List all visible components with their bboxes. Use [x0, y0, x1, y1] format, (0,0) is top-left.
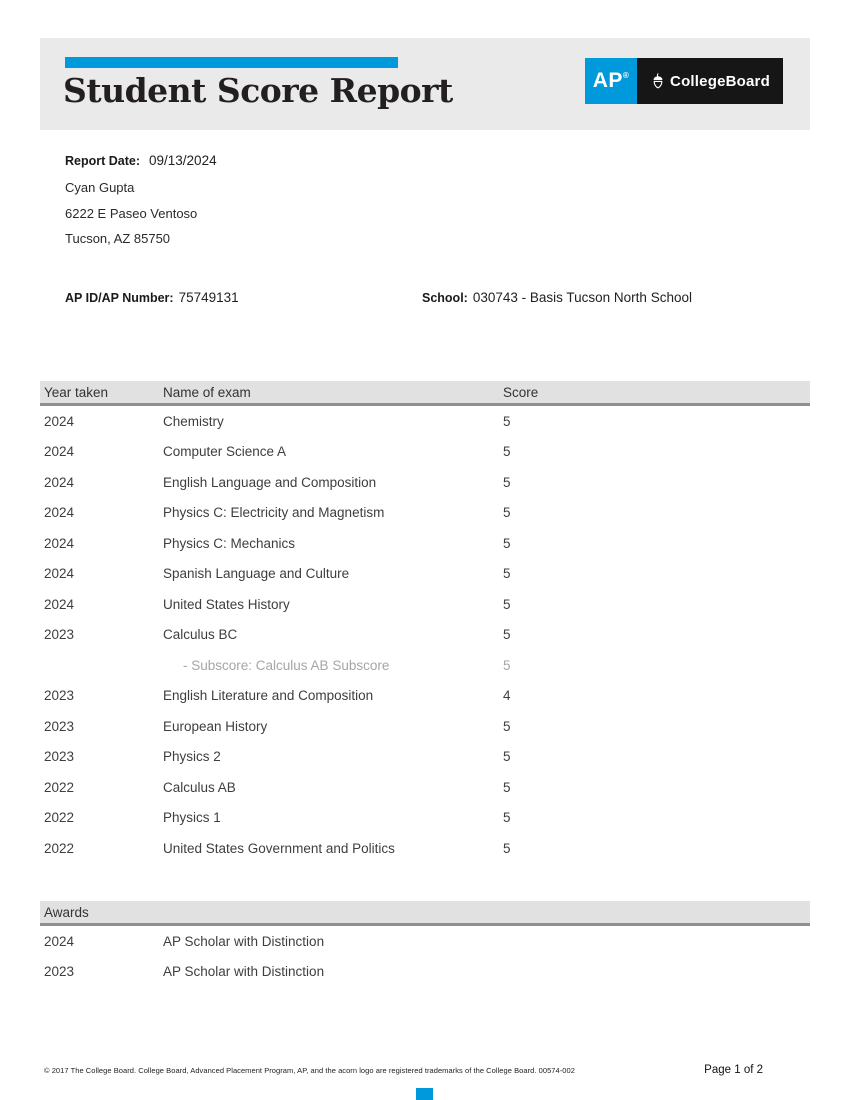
table-row: [40, 772, 810, 803]
col-score: Score: [503, 384, 539, 400]
cell-score: 5: [503, 505, 511, 521]
awards-body: [40, 926, 810, 987]
table-row: [40, 528, 810, 559]
cell-score: 4: [503, 688, 511, 704]
award-name: AP Scholar with Distinction: [163, 964, 325, 980]
cell-exam: Physics C: Electricity and Magnetism: [163, 505, 385, 521]
cell-exam: Calculus AB: [163, 779, 236, 795]
table-row: [40, 589, 810, 620]
bottom-blue-mark: [416, 1088, 433, 1100]
cell-year: 2023: [44, 627, 75, 643]
page-title: Student Score Report: [63, 71, 453, 110]
scores-table-header: [40, 381, 810, 406]
cell-year: 2022: [44, 810, 75, 826]
cell-year: 2024: [44, 535, 75, 551]
table-row: [40, 803, 810, 834]
table-row: [40, 742, 810, 773]
student-address-line1: 6222 E Paseo Ventoso: [65, 205, 198, 221]
table-row: [40, 437, 810, 468]
cell-exam: European History: [163, 718, 268, 734]
cell-exam: Chemistry: [163, 413, 224, 429]
school-label: School:: [422, 291, 468, 305]
student-info-block: [65, 148, 217, 252]
award-year: 2024: [44, 933, 75, 949]
ap-logo: [585, 58, 637, 104]
awards-section: [40, 901, 810, 987]
award-row: [40, 957, 810, 988]
col-year-taken: Year taken: [44, 384, 109, 400]
ap-id-value: 75749131: [178, 290, 239, 305]
cell-score: 5: [503, 413, 511, 429]
cell-exam: English Language and Composition: [163, 474, 377, 490]
table-row: [40, 681, 810, 712]
blue-accent-bar: [65, 57, 398, 68]
cell-exam: Computer Science A: [163, 444, 287, 460]
acorn-icon: [650, 73, 666, 89]
scores-table-body: [40, 406, 810, 864]
awards-header-label: Awards: [44, 904, 89, 920]
footer-legal-text: © 2017 The College Board. College Board, Advanced Placement Program, AP, and the acorn logo are registered trademarks of the College Board. 00574-002: [44, 1066, 575, 1075]
cell-exam: English Literature and Composition: [163, 688, 374, 704]
student-name: Cyan Gupta: [65, 179, 135, 195]
cell-score: 5: [503, 444, 511, 460]
page-number: Page 1 of 2: [704, 1064, 763, 1076]
table-row: [40, 467, 810, 498]
cell-exam: Calculus BC: [163, 627, 238, 643]
ap-logo-label: AP: [592, 69, 623, 92]
table-row: [40, 833, 810, 864]
scores-table: [40, 381, 810, 864]
cell-score: 5: [503, 474, 511, 490]
logo-group: [585, 58, 783, 104]
cell-year: 2024: [44, 505, 75, 521]
col-name-of-exam: Name of exam: [163, 384, 251, 400]
cell-score: 5: [503, 779, 511, 795]
cell-year: 2022: [44, 779, 75, 795]
cell-year: 2024: [44, 596, 75, 612]
cell-exam: Spanish Language and Culture: [163, 566, 350, 582]
report-date-label: Report Date:: [65, 154, 141, 168]
cell-score: 5: [503, 718, 511, 734]
table-row: [40, 498, 810, 529]
report-header: [40, 38, 810, 130]
cell-score: 5: [503, 810, 511, 826]
school-value: 030743 - Basis Tucson North School: [472, 290, 692, 305]
report-date-line: [65, 148, 217, 175]
cell-score: 5: [503, 657, 511, 673]
cell-year: 2022: [44, 840, 75, 856]
table-row: [40, 406, 810, 437]
report-date-value: 09/13/2024: [149, 153, 217, 168]
cell-year: 2024: [44, 413, 75, 429]
cell-exam: United States Government and Politics: [163, 840, 395, 856]
cell-score: 5: [503, 627, 511, 643]
table-row: [40, 559, 810, 590]
cell-score: 5: [503, 840, 511, 856]
table-row: [40, 620, 810, 651]
table-row: [40, 650, 810, 681]
cell-score: 5: [503, 566, 511, 582]
award-year: 2023: [44, 964, 75, 980]
cell-score: 5: [503, 596, 511, 612]
registered-mark-icon: ®: [622, 71, 630, 80]
id-school-row: [65, 289, 810, 309]
cell-exam: Physics 2: [163, 749, 221, 765]
awards-header: [40, 901, 810, 926]
school-group: [422, 289, 692, 307]
cell-year: 2024: [44, 474, 75, 490]
student-address-line2: Tucson, AZ 85750: [65, 231, 171, 247]
collegeboard-logo: [637, 58, 783, 104]
cell-exam: Physics C: Mechanics: [163, 535, 296, 551]
award-name: AP Scholar with Distinction: [163, 933, 325, 949]
award-row: [40, 926, 810, 957]
cell-score: 5: [503, 535, 511, 551]
collegeboard-logo-label: CollegeBoard: [670, 72, 770, 90]
cell-exam: Physics 1: [163, 810, 221, 826]
cell-year: 2023: [44, 688, 75, 704]
cell-score: 5: [503, 749, 511, 765]
cell-exam: United States History: [163, 596, 290, 612]
table-row: [40, 711, 810, 742]
cell-year: 2024: [44, 566, 75, 582]
cell-year: 2023: [44, 718, 75, 734]
cell-year: 2024: [44, 444, 75, 460]
cell-year: 2023: [44, 749, 75, 765]
cell-exam: - Subscore: Calculus AB Subscore: [183, 657, 390, 673]
ap-id-label: AP ID/AP Number:: [65, 291, 174, 305]
